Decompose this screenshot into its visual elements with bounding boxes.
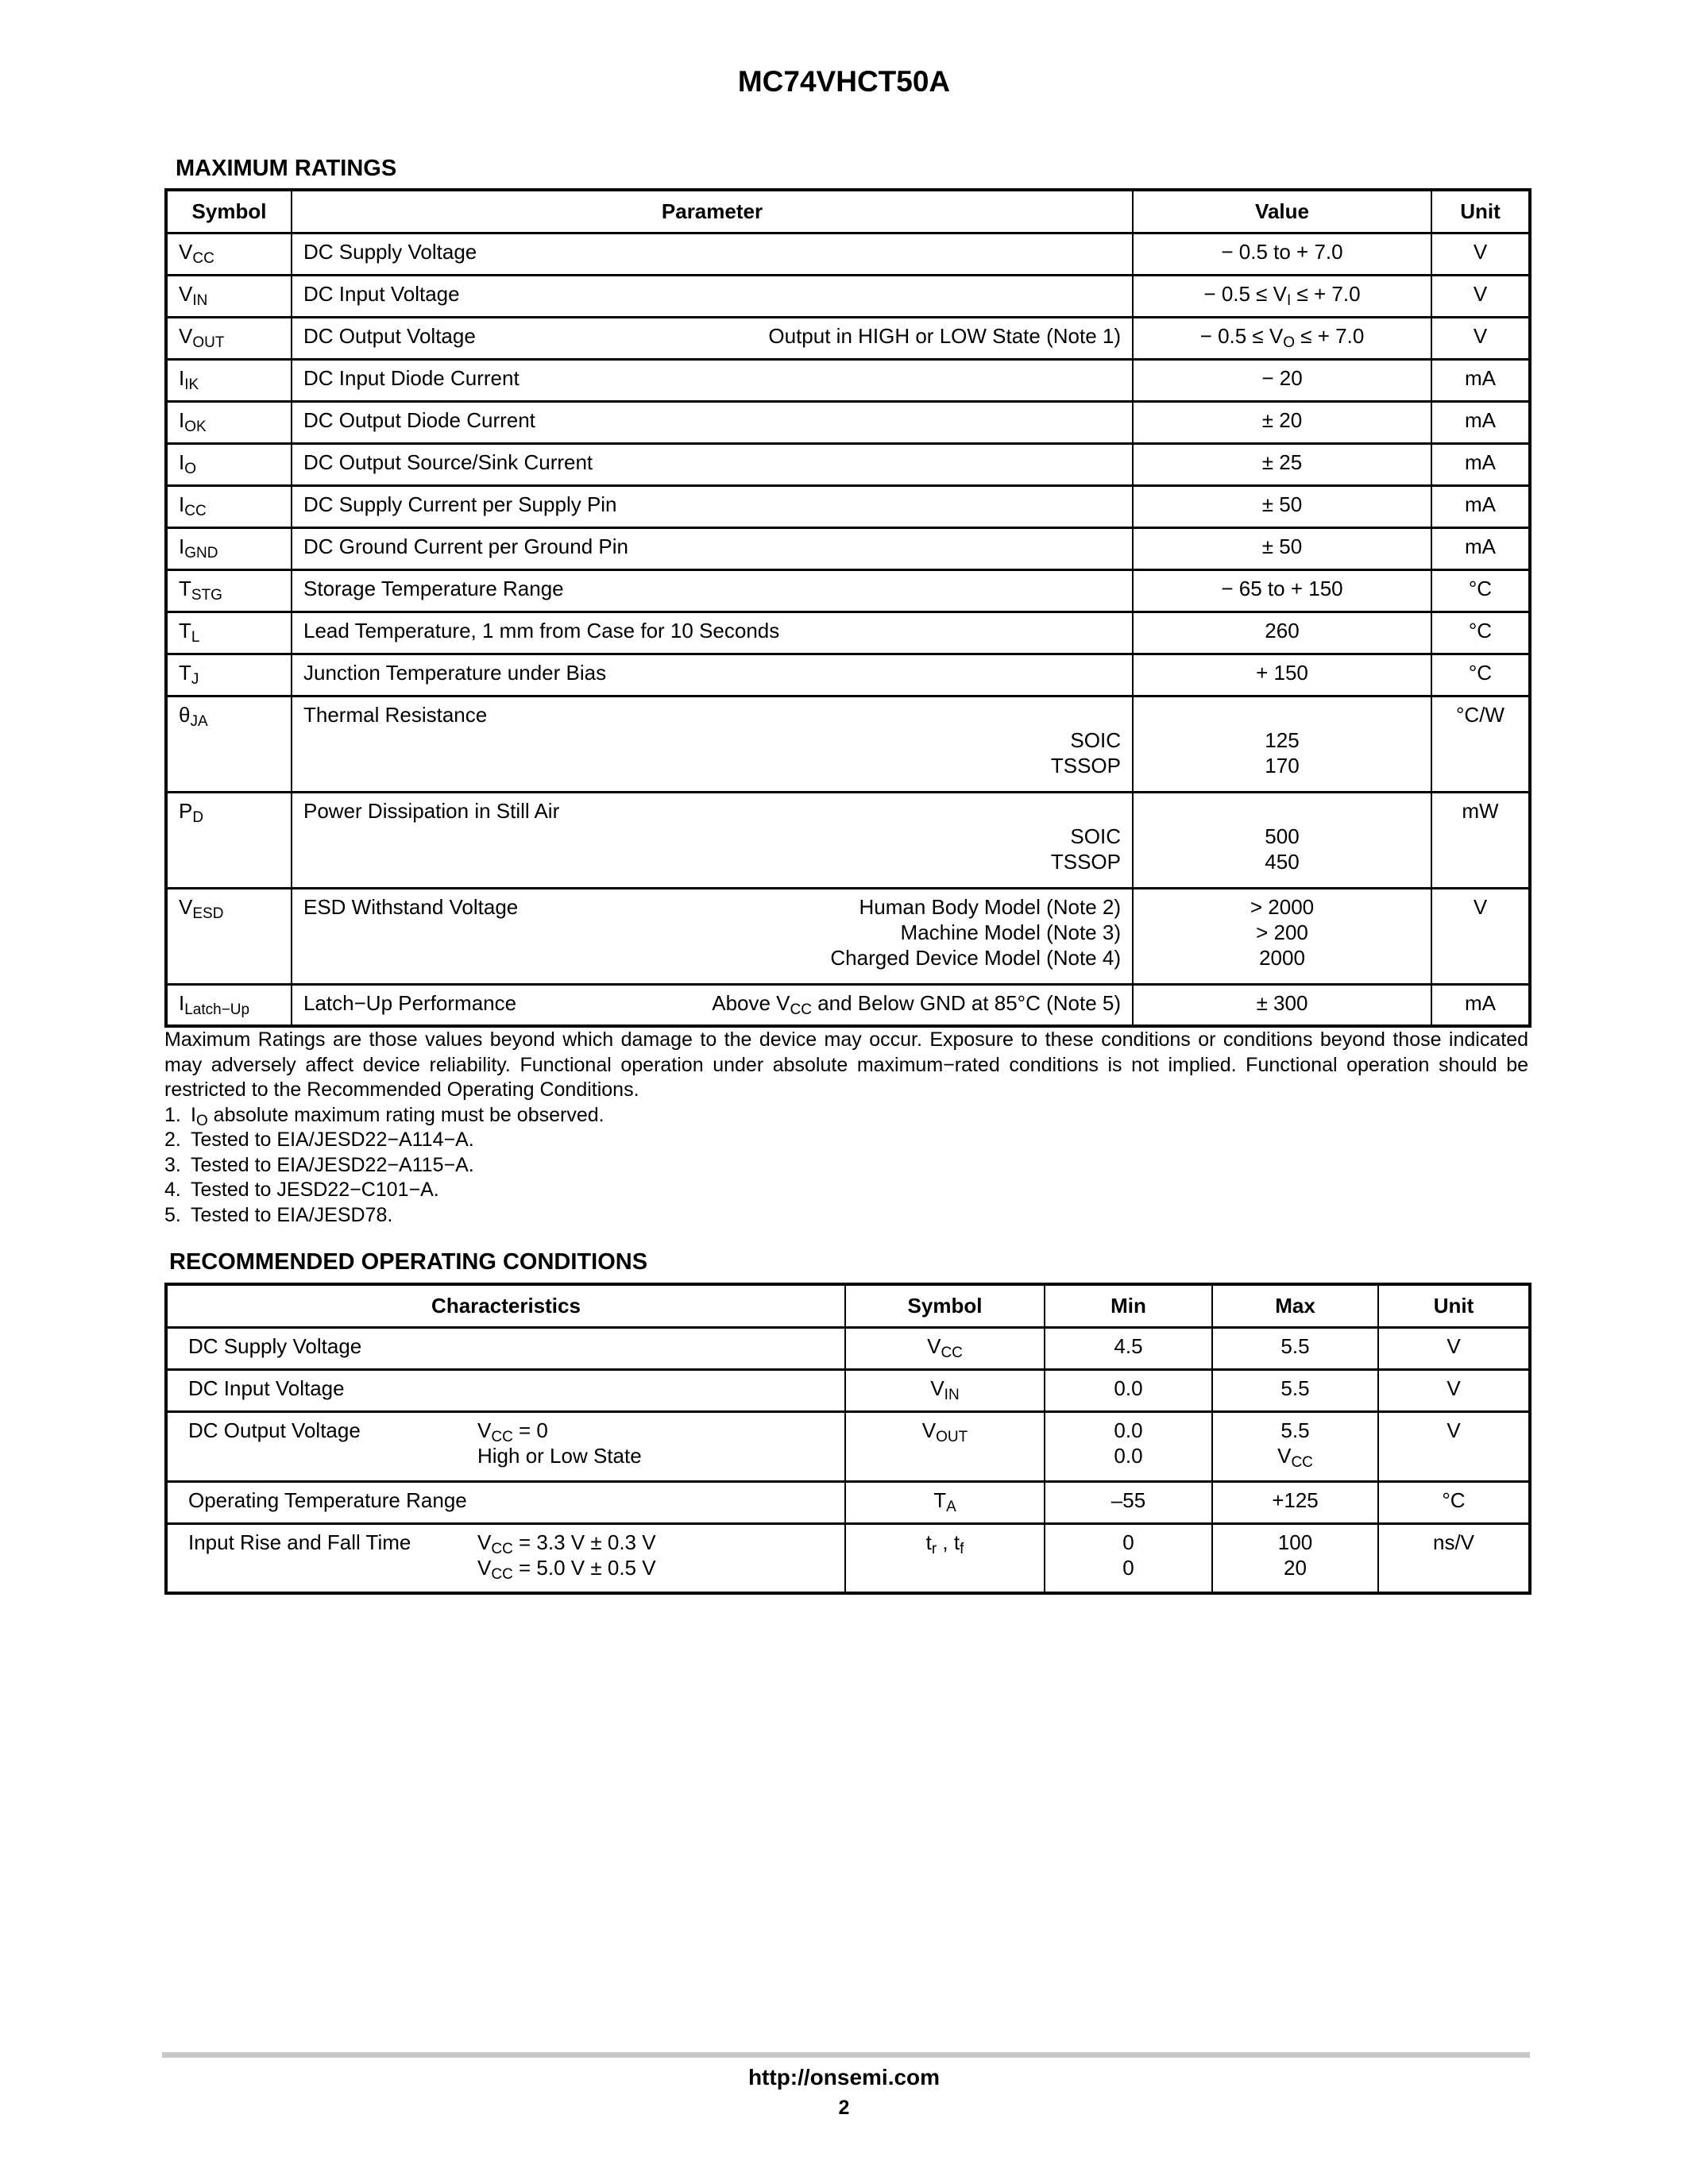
max-value: 100 [1277,1530,1313,1554]
table-row [166,1481,1530,1523]
symbol: $\theta_{JA}$ [179,702,208,730]
subscript: f [960,1540,964,1557]
subscript: CC [184,502,207,519]
table-row [166,696,1530,792]
symbol-cell [845,1411,1045,1481]
note-number: 2. [164,1129,181,1151]
symbol: $I_{GND}$ [179,534,218,561]
unit-cell [1431,359,1530,401]
symbol: $T_{STG}$ [179,576,222,604]
value: 450 [1265,849,1300,874]
value-cell [1133,485,1431,527]
condition: Output in HIGH or LOW State (Note 1) [768,323,1121,348]
symbol: $V_{ESD}$ [179,894,224,922]
subscript: IK [184,376,199,393]
symbol-cell [166,233,292,275]
symbol: $I_{CC}$ [179,492,207,519]
unit: ns/V [1432,1530,1475,1554]
parameter-cell [292,233,1133,275]
subscript: CC [491,1565,513,1583]
unit-cell [1431,792,1530,888]
unit: V [1473,281,1488,306]
parameter-name: Latch−Up Performance [303,990,517,1015]
maximum-ratings-disclaimer: Maximum Ratings are those values beyond which damage to the device may occur. Exposure to these conditions or conditions beyond those indicated may adversely affect device reliability. Functional operation under absolute maximum−rated conditions is not implied. Functional operation should be restricted to the Recommended Operating Conditions. [164,1028,1528,1101]
column-header-symbol: Symbol [845,1284,1045,1327]
symbol-cell [166,696,292,792]
condition: $V_{CC} = 0$ [477,1418,548,1445]
subscript: OUT [192,334,225,351]
value: − $0.5 \le V_I$ ≤ + 7.0 [1203,281,1361,309]
symbol: $V_{IN}$ [930,1376,960,1403]
column-header-characteristics: Characteristics [166,1284,845,1327]
value: ± 20 [1261,407,1303,432]
max-cell [1212,1411,1378,1481]
unit-cell [1431,612,1530,654]
unit: mA [1465,990,1496,1015]
characteristic-cell [166,1327,845,1369]
parameter-cell [292,696,1133,792]
table-row [166,1523,1530,1593]
subscript: O [1283,334,1296,351]
condition: Charged Device Model (Note 4) [830,945,1121,970]
note-item [164,1153,1528,1179]
footer-url-link[interactable]: http://onsemi.com [747,2065,941,2089]
table-row [166,275,1530,317]
unit-cell [1378,1369,1530,1411]
value-cell [1133,569,1431,612]
note-number: 3. [164,1153,181,1176]
parameter-name: Thermal Resistance [303,702,488,727]
condition: Above $V_{CC}$ and Below GND at 85°C (Note 5) [712,990,1121,1018]
value-cell [1133,317,1431,359]
max-value: 5.5 [1280,1418,1310,1442]
max-cell [1212,1327,1378,1369]
value-cell [1133,275,1431,317]
value: − 0.5 to + 7.0 [1221,239,1343,264]
characteristic-cell [166,1523,845,1593]
subscript: JA [190,712,208,730]
min-cell [1045,1523,1212,1593]
symbol: $V_{OUT}$ [179,323,225,351]
parameter-name: DC Input Voltage [303,281,460,306]
symbol: $I_{Latch-Up}$ [179,990,250,1018]
characteristic-conditions [477,1530,656,1583]
unit-cell [1378,1327,1530,1369]
table-row [166,1327,1530,1369]
min-cell [1045,1327,1212,1369]
table-row [166,654,1530,696]
unit: °C [1468,576,1493,600]
parameter-cell [292,654,1133,696]
table-row [166,401,1530,443]
unit-cell [1431,984,1530,1026]
value: − 65 to + 150 [1221,576,1343,600]
condition: High or Low State [477,1443,642,1468]
value-cell [1133,984,1431,1026]
symbol-cell [166,569,292,612]
max-value: 5.5 [1280,1376,1310,1400]
min-value: 0.0 [1114,1443,1143,1468]
min-value: 0 [1122,1555,1134,1580]
parameter-conditions [830,894,1121,970]
unit: V [1473,894,1488,919]
column-header-value: Value [1133,190,1431,233]
table-row [166,359,1530,401]
parameter-cell [292,359,1133,401]
min-value: –55 [1111,1488,1146,1512]
value-cell [1133,792,1431,888]
subscript: r [931,1540,937,1557]
symbol: $I_O$ [179,450,197,477]
condition: SOIC [1070,727,1121,752]
symbol: $t_r$ , $t_f$ [925,1530,964,1557]
subscript: O [195,1112,208,1129]
unit-cell [1378,1481,1530,1523]
condition: TSSOP [1050,753,1121,778]
page-number: 2 [838,2097,850,2119]
unit: V [1447,1418,1461,1442]
parameter-cell [292,275,1133,317]
max-cell [1212,1523,1378,1593]
table-row [166,527,1530,569]
unit: °C [1468,660,1493,685]
symbol: $I_{IK}$ [179,365,199,393]
table-row [166,1411,1530,1481]
table-row [166,233,1530,275]
value: 2000 [1259,945,1305,970]
value: > 2000 [1250,894,1315,919]
subscript: CC [491,1428,513,1445]
parameter-conditions [1051,702,1121,778]
max-value: +125 [1272,1488,1319,1512]
characteristic: DC Output Voltage [188,1418,361,1442]
unit-cell [1378,1411,1530,1481]
symbol-cell [845,1523,1045,1593]
parameter-name: Lead Temperature, 1 mm from Case for 10 Seconds [303,618,780,642]
symbol-cell [166,612,292,654]
value-cell [1133,443,1431,485]
min-cell [1045,1411,1212,1481]
note-item [164,1178,1528,1203]
subscript: OUT [936,1428,968,1445]
symbol-cell [166,485,292,527]
note-text: $I_O$ absolute maximum rating must be observed. [191,1103,605,1129]
min-cell [1045,1369,1212,1411]
unit: V [1473,323,1488,348]
parameter-cell [292,443,1133,485]
symbol-cell [166,792,292,888]
symbol-cell [166,443,292,485]
subscript: D [192,808,204,826]
characteristic: DC Supply Voltage [188,1333,362,1358]
subscript: CC [790,1001,812,1018]
table-row [166,317,1530,359]
value-cell [1133,401,1431,443]
symbol-cell [845,1327,1045,1369]
max-value: $V_{CC}$ [1277,1443,1313,1471]
note-number: 1. [164,1103,181,1126]
unit: °C/W [1456,702,1505,727]
max-value: 20 [1284,1555,1307,1580]
parameter-name: Storage Temperature Range [303,576,564,600]
parameter-cell [292,485,1133,527]
value: ± 25 [1261,450,1303,474]
parameter-name: Junction Temperature under Bias [303,660,607,685]
note-text: Tested to EIA/JESD78. [191,1203,393,1226]
value: ± 50 [1261,492,1303,516]
subscript: STG [191,586,222,604]
subscript: CC [491,1540,513,1557]
spacer [1051,798,1121,824]
subscript: OK [184,418,207,435]
parameter-name: DC Ground Current per Ground Pin [303,534,628,558]
value-cell [1133,696,1431,792]
footer-divider [162,2052,1530,2058]
parameter-name: DC Output Source/Sink Current [303,450,593,474]
parameter-cell [292,612,1133,654]
value: − $0.5 \le V_O$ ≤ + 7.0 [1199,323,1365,351]
unit-cell [1431,233,1530,275]
parameter-cell [292,527,1133,569]
subscript: GND [184,544,218,561]
value [1134,798,1431,824]
symbol-cell [845,1481,1045,1523]
unit-cell [1431,317,1530,359]
value-cell [1133,654,1431,696]
parameter-name: Power Dissipation in Still Air [303,798,560,823]
min-value: 0.0 [1114,1376,1143,1400]
note-number: 5. [164,1203,181,1226]
section-heading-recommended-operating-conditions: RECOMMENDED OPERATING CONDITIONS [169,1249,648,1275]
condition: SOIC [1070,824,1121,848]
subscript: J [191,670,199,688]
max-value: 5.5 [1280,1333,1310,1358]
characteristic-cell [166,1369,845,1411]
value-cell [1133,359,1431,401]
subscript: IN [944,1386,960,1403]
symbol: $T_J$ [179,660,199,688]
symbol: $P_D$ [179,798,204,826]
unit: V [1447,1333,1461,1358]
subscript: O [184,460,197,477]
value-cell [1133,233,1431,275]
subscript: A [946,1498,956,1515]
parameter-cell [292,401,1133,443]
unit-cell [1431,654,1530,696]
value: 500 [1265,824,1300,848]
condition: TSSOP [1050,849,1121,874]
parameter-conditions [712,990,1121,1016]
note-item [164,1203,1528,1229]
unit-cell [1431,696,1530,792]
symbol: $V_{IN}$ [179,281,208,309]
value: 170 [1265,753,1300,778]
unit: mA [1465,365,1496,390]
section-heading-maximum-ratings: MAXIMUM RATINGS [176,156,397,181]
symbol: $V_{OUT}$ [921,1418,968,1445]
table-row [166,888,1530,984]
column-header-max: Max [1212,1284,1378,1327]
note-text: Tested to JESD22−C101−A. [191,1179,439,1201]
unit: °C [1468,618,1493,642]
parameter-name: ESD Withstand Voltage [303,894,519,919]
subscript: L [191,628,200,646]
symbol: $V_{CC}$ [927,1333,963,1361]
parameter-cell [292,984,1133,1026]
unit: mW [1462,798,1499,823]
column-header-parameter: Parameter [292,190,1133,233]
value-cell [1133,888,1431,984]
characteristic: DC Input Voltage [188,1376,345,1400]
table-row [166,485,1530,527]
parameter-conditions [768,323,1121,349]
symbol: $T_L$ [179,618,200,646]
maximum-ratings-table [164,188,1532,1028]
parameter-cell [292,317,1133,359]
max-cell [1212,1369,1378,1411]
characteristic: Operating Temperature Range [188,1488,467,1512]
symbol-cell [166,275,292,317]
subscript: I [1287,291,1292,309]
value: ± 50 [1261,534,1303,558]
symbol: $I_{OK}$ [179,407,207,435]
symbol-cell [166,654,292,696]
table-row [166,1369,1530,1411]
min-value: 4.5 [1114,1333,1143,1358]
note-item [164,1103,1528,1129]
value: − 20 [1261,365,1303,390]
characteristic-conditions [477,1418,642,1468]
characteristic-cell [166,1481,845,1523]
column-header-unit: Unit [1431,190,1530,233]
subscript: CC [1291,1453,1313,1471]
condition: $V_{CC} = 3.3$ V ± 0.3 V [477,1530,656,1557]
symbol-cell [845,1369,1045,1411]
parameter-name: DC Supply Current per Supply Pin [303,492,617,516]
symbol-cell [166,984,292,1026]
value: + 150 [1256,660,1308,685]
parameter-cell [292,569,1133,612]
unit-cell [1431,275,1530,317]
condition: $V_{CC} = 5.0$ V ± 0.5 V [477,1555,656,1583]
unit: mA [1465,534,1496,558]
table-row [166,984,1530,1026]
unit-cell [1378,1523,1530,1593]
table-row [166,443,1530,485]
parameter-cell [292,792,1133,888]
unit: V [1447,1376,1461,1400]
value: 125 [1265,727,1300,752]
symbol-cell [166,317,292,359]
subscript: CC [941,1344,963,1361]
subscript: IN [192,291,208,309]
notes [164,1028,1528,1228]
note-text: Tested to EIA/JESD22−A115−A. [191,1153,474,1176]
parameter-name: DC Input Diode Current [303,365,520,390]
condition: Machine Model (Note 3) [900,920,1121,944]
characteristic: Input Rise and Fall Time [188,1530,411,1554]
symbol-cell [166,527,292,569]
column-header-unit: Unit [1378,1284,1530,1327]
symbol-cell [166,359,292,401]
document-title: MC74VHCT50A [737,65,951,98]
characteristic-cell [166,1411,845,1481]
parameter-name: DC Output Diode Current [303,407,535,432]
min-value: 0 [1122,1530,1134,1554]
symbol: $V_{CC}$ [179,239,214,267]
note-item [164,1128,1528,1153]
parameter-cell [292,888,1133,984]
unit: mA [1465,492,1496,516]
subscript: ESD [192,905,224,922]
table-row [166,569,1530,612]
unit-cell [1431,569,1530,612]
max-cell [1212,1481,1378,1523]
column-header-symbol: Symbol [166,190,292,233]
symbol-cell [166,888,292,984]
unit: mA [1465,407,1496,432]
unit: mA [1465,450,1496,474]
symbol-cell [166,401,292,443]
unit-cell [1431,888,1530,984]
min-value: 0.0 [1114,1418,1143,1442]
value: ± 300 [1256,990,1308,1015]
condition: Human Body Model (Note 2) [859,894,1121,919]
symbol: $T_A$ [933,1488,956,1515]
unit-cell [1431,527,1530,569]
unit-cell [1431,485,1530,527]
column-header-min: Min [1045,1284,1212,1327]
subscript: CC [192,249,214,267]
value-cell [1133,612,1431,654]
value [1134,702,1431,727]
unit-cell [1431,443,1530,485]
value-cell [1133,527,1431,569]
unit: V [1473,239,1488,264]
recommended-operating-conditions-table [164,1283,1532,1595]
parameter-name: DC Output Voltage [303,323,476,348]
unit: °C [1442,1488,1466,1512]
unit-cell [1431,401,1530,443]
min-cell [1045,1481,1212,1523]
spacer [1051,702,1121,727]
parameter-name: DC Supply Voltage [303,239,477,264]
table-row [166,792,1530,888]
note-number: 4. [164,1179,181,1201]
parameter-conditions [1051,798,1121,874]
value: > 200 [1256,920,1308,944]
value: 260 [1265,618,1300,642]
note-text: Tested to EIA/JESD22−A114−A. [191,1129,474,1151]
table-row [166,612,1530,654]
subscript: Latch−Up [184,1001,250,1018]
